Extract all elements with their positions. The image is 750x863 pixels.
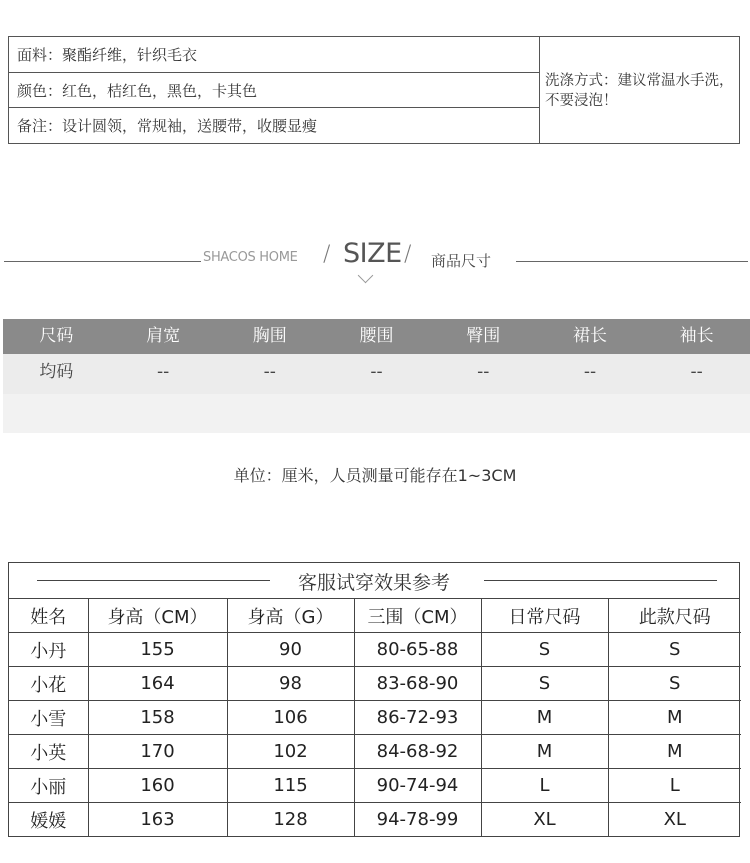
weight-cell: 128 [227,803,354,837]
size-table-empty-row [3,394,750,433]
name-cell: 媛媛 [9,803,88,837]
table-row [9,633,741,667]
height-cell: 160 [88,769,227,803]
measurements-cell: 83-68-90 [354,667,481,701]
usual-size-cell: L [481,769,608,803]
column-header: 此款尺码 [608,599,741,633]
this-size-cell: L [608,769,741,803]
size-cell: -- [156,362,170,382]
header-cell: 臀围 [466,326,501,346]
this-size-cell: S [608,667,741,701]
size-cell: -- [583,362,597,382]
usual-size-cell: S [481,633,608,667]
header-cell: 裙长 [572,326,607,346]
weight-cell: 106 [227,701,354,735]
column-header: 身高（CM） [88,599,227,633]
slash-left: / [323,242,331,267]
tryon-table [8,562,740,837]
measurements-cell: 86-72-93 [354,701,481,735]
brand-label: SHACOS HOME [203,250,298,265]
height-cell: 155 [88,633,227,667]
column-header: 日常尺码 [481,599,608,633]
table-row [9,735,741,769]
size-cell: -- [690,362,703,382]
weight-cell: 102 [227,735,354,769]
size-cell: -- [370,362,383,382]
this-size-cell: S [608,633,741,667]
unit-note: 单位：厘米，人员测量可能存在1~3CM [233,466,517,485]
weight-cell: 90 [227,633,354,667]
divider-right [516,261,748,262]
height-cell: 170 [88,735,227,769]
size-table [3,319,750,433]
product-info-table [8,36,740,144]
height-cell: 164 [88,667,227,701]
slash-right: / [404,242,412,267]
this-size-cell: M [608,735,741,769]
size-cell: -- [263,362,276,382]
size-cell: -- [477,362,490,382]
table-header-row [9,599,741,633]
header-cell: 肩宽 [146,326,181,346]
name-cell: 小英 [9,735,88,769]
size-subtitle: 商品尺寸 [431,252,492,270]
header-cell: 尺码 [39,326,74,346]
table-row [9,667,741,701]
table-row [9,769,741,803]
table-row [9,803,741,837]
title-line-right [484,580,717,581]
washing-instructions: 洗涤方式：建议常温水手洗，不要浸泡！ [545,73,734,109]
this-size-cell: M [608,701,741,735]
material-row: 面料：聚酯纤维，针织毛衣 [17,45,198,64]
chevron-down-icon [358,268,374,284]
header-cell: 袖长 [679,326,714,346]
tryon-title: 客服试穿效果参考 [297,572,450,594]
this-size-cell: XL [608,803,741,837]
weight-cell: 115 [227,769,354,803]
usual-size-cell: XL [481,803,608,837]
size-cell: 均码 [39,362,74,382]
usual-size-cell: M [481,735,608,769]
column-header: 身高（G） [227,599,354,633]
name-cell: 小花 [9,667,88,701]
measurements-cell: 90-74-94 [354,769,481,803]
product-info-left [9,37,540,143]
header-cell: 胸围 [252,326,287,346]
size-table-header [3,319,750,354]
height-cell: 158 [88,701,227,735]
table-row [9,701,741,735]
measurements-cell: 94-78-99 [354,803,481,837]
notes-row: 备注：设计圆领，常规袖，送腰带，收腰显瘦 [9,107,539,143]
tryon-grid [9,599,741,836]
column-header: 姓名 [9,599,88,633]
name-cell: 小丽 [9,769,88,803]
colors-row: 颜色：红色，桔红色，黑色，卡其色 [9,72,539,108]
header-cell: 腰围 [359,326,394,346]
measurements-cell: 80-65-88 [354,633,481,667]
height-cell: 163 [88,803,227,837]
divider-left [4,261,201,262]
name-cell: 小雪 [9,701,88,735]
name-cell: 小丹 [9,633,88,667]
usual-size-cell: S [481,667,608,701]
usual-size-cell: M [481,701,608,735]
tryon-title-bar [9,563,739,599]
column-header: 三围（CM） [354,599,481,633]
measurements-cell: 84-68-92 [354,735,481,769]
size-title: SIZE [343,238,402,269]
weight-cell: 98 [227,667,354,701]
size-table-row [3,354,750,394]
size-section-header [0,236,750,292]
